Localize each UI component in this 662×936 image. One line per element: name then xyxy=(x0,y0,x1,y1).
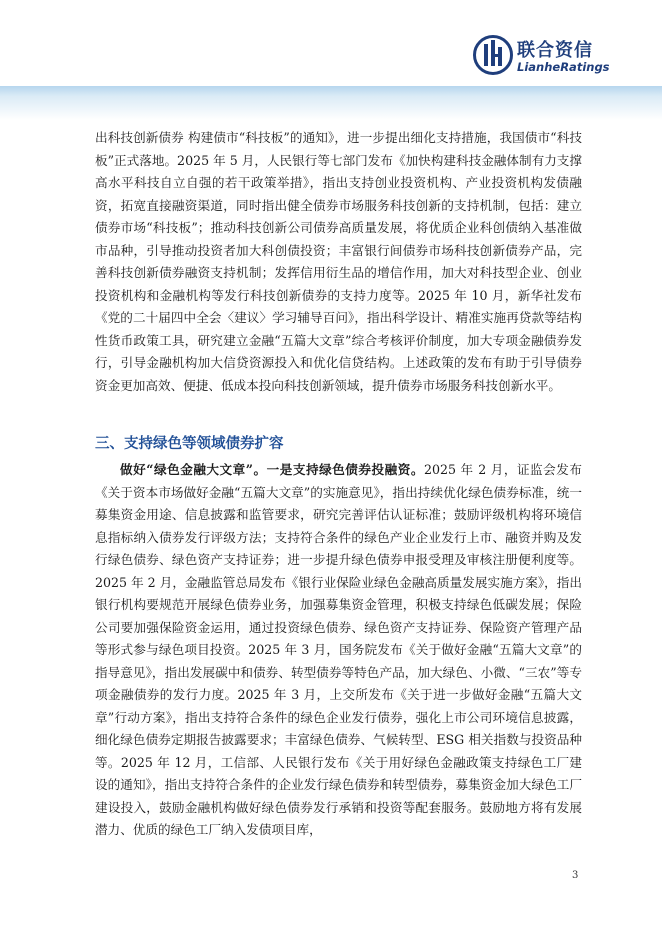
company-logo xyxy=(473,35,623,79)
header-band xyxy=(0,86,662,120)
section-heading: 三、支持绿色等领域债券扩容 xyxy=(95,436,284,452)
logo-chinese-name: 联合资信 xyxy=(517,40,593,61)
lianhe-logo-icon xyxy=(473,35,513,75)
paragraph-text: 2025 年 2 月，证监会发布《关于资本市场做好金融“五篇大文章”的实施意见》，指出持续优化绿色债券标准，统一募集资金用途、信息披露和监管要求，研究完善评估认证标准；鼓励评级机构将环境信息指标纳入债券发行评级方法；支持符合条件的绿色产业企业发行上市、融资并购及发行绿色债券、绿色资产支持证券；进一步提升绿色债券申报受理及审核注册便利度等。2025 年 2 月，金融监管总局发布《银行业保险业绿色金融高质量发展实施方案》，指出银行机构要规范开展绿色债券业务，加强募集资金管理，积极支持绿色低碳发展；保险公司要加强保险资金运用，通过投资绿色债券、绿色资产支持证券、保险资产管理产品等形式参与绿色项目投资。2025 年 3 月，国务院发布《关于做好金融“五篇大文章”的指导意见》，指出发展碳中和债券、转型债券等特色产品，加大绿色、小微、“三农”等专项金融债券的发行力度。2025 年 3 月，上交所发布《关于进一步做好金融“五篇大文章”行动方案》，指出支持符合条件的绿色企业发行债券，强化上市公司环境信息披露，细化绿色债券定期报告披露要求；丰富绿色债券、气候转型、ESG 相关指数与投资品种等。2025 年 12 月，工信部、人民银行发布《关于用好绿色金融政策支持绿色工厂建设的通知》，指出支持符合条件的企业发行绿色债券和转型债券，募集资金加大绿色工厂建设投入，鼓励金融机构做好绿色债券发行承销和投资等配套服务。鼓励地方将有发展潜力、优质的绿色工厂纳入发债项目库， xyxy=(95,462,582,837)
logo-english-name: LianheRatings xyxy=(517,60,610,74)
body-paragraph-2 xyxy=(95,459,582,842)
body-paragraph-1: 出科技创新债券 构建债市“科技板”的通知》，进一步提出细化支持措施，我国债市“科技板”正式落地。2025 年 5 月，人民银行等七部门发布《加快构建科技金融体制有力支撑高水平科技自立自强的若干政策举措》，指出支持创业投资机构、产业投资机构发债融资，拓宽直接融资渠道，同时指出健全债券市场服务科技创新的支持机制，包括：建立债券市场“科技板”；推动科技创新公司债券高质量发展，将优质企业科创债纳入基准做市品种，引导推动投资者加大科创债投资；丰富银行间债券市场科技创新债券产品，完善科技创新债券融资支持机制；发挥信用衍生品的增信作用，加大对科技型企业、创业投资机构和金融机构等发行科技创新债券的支持力度等。2025 年 10 月，新华社发布《党的二十届四中全会〈建议〉学习辅导百问》，指出科学设计、精准实施再贷款等结构性货币政策工具，研究建立金融“五篇大文章”综合考核评价制度，加大专项金融债券发行，引导金融机构加大信贷资源投入和优化信贷结构。上述政策的发布有助于引导债券资金更加高效、便捷、低成本投向科技创新领域，提升债券市场服务科技创新水平。 xyxy=(95,130,582,393)
paragraph-lead-bold: 做好“绿色金融大文章”。一是支持绿色债券投融资。 xyxy=(120,462,424,477)
page-number: 3 xyxy=(572,870,579,881)
